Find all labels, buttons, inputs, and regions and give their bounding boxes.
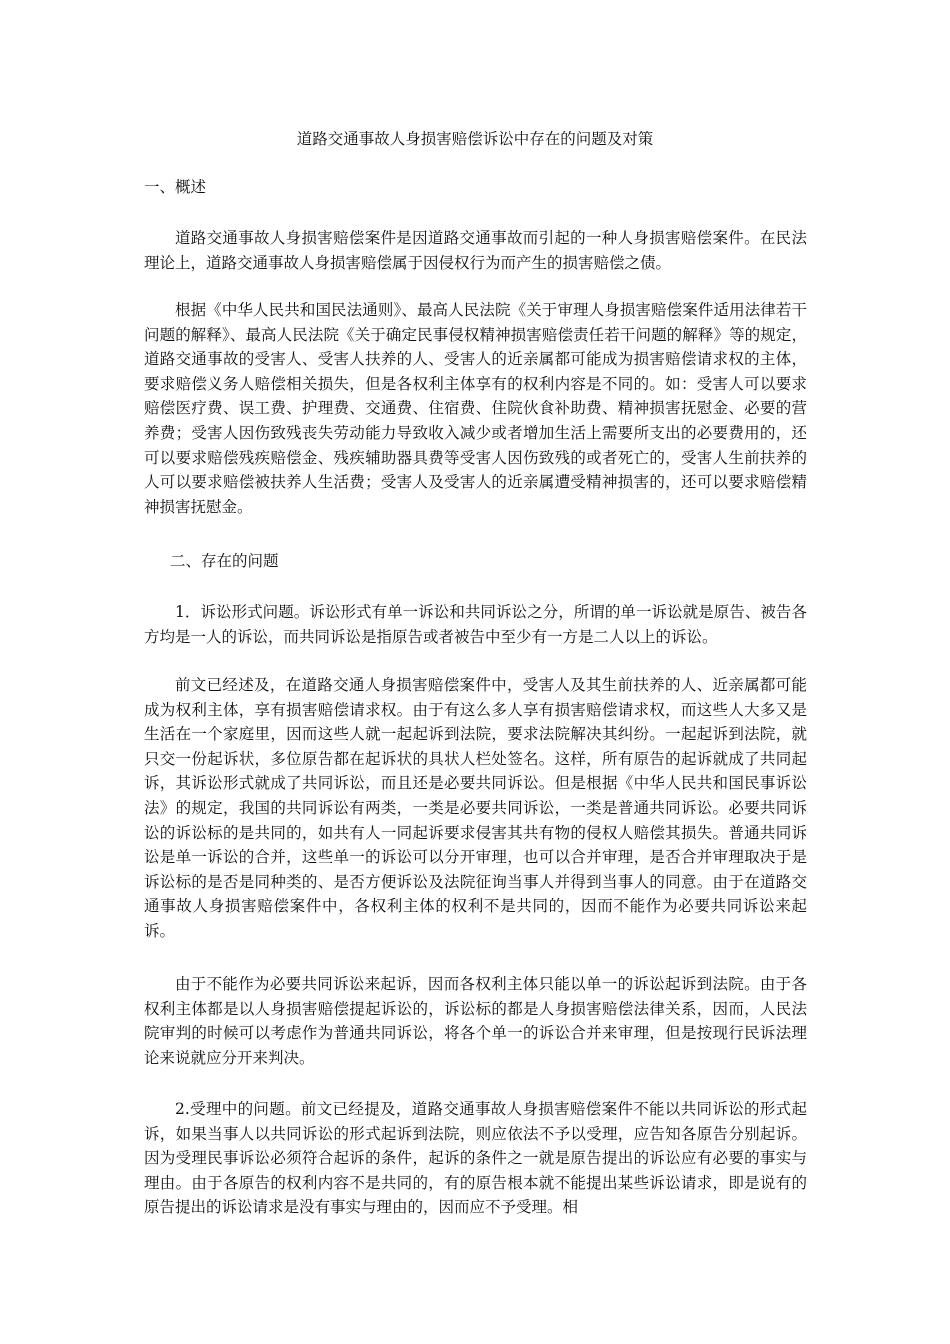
paragraph-acceptance-issue: 2.受理中的问题。前文已经提及，道路交通事故人身损害赔偿案件不能以共同诉讼的形式起诉，如果当事人以共同诉讼的形式起诉到法院，则应依法不予以受理，应告知各原告分别起诉。因为受理民事诉讼必须符合起诉的条件，起诉的条件之一就是原告提出的诉讼应有必要的事实与理由。由于各原告的权利内容不是共同的，有的原告根本就不能提出某些诉讼请求，即是说有的原告提出的诉讼请求是没有事实与理由的，因而应不予受理。相: [144, 1100, 807, 1217]
section-heading-overview: 一、概述: [144, 178, 207, 196]
paragraph-joint-litigation: 前文已经述及，在道路交通人身损害赔偿案件中，受害人及其生前扶养的人、近亲属都可能成为权利主体，享有损害赔偿请求权。由于有这么多人享有损害赔偿请求权，而这些人大多又是生活在一个家庭里，因而这些人就一起起诉到法院，要求法院解决其纠纷。一起起诉到法院，就只交一份起诉状，多位原告都在起诉状的具状人栏处签名。这样，所有原告的起诉就成了共同起诉，其诉讼形式就成了共同诉讼，而且还是必要共同诉讼。但是根据《中华人民共和国民事诉讼法》的规定，我国的共同诉讼有两类，一类是必要共同诉讼，一类是普通共同诉讼。必要共同诉讼的诉讼标的是共同的，如共有人一同起诉要求侵害其共有物的侵权人赔偿其损失。普通共同诉讼是单一诉讼的合并，这些单一的诉讼可以分开审理，也可以合并审理，是否合并审理取决于是诉讼标的是否是同种类的、是否方便诉讼及法院征询当事人并得到当事人的同意。由于在道路交通事故人身损害赔偿案件中，各权利主体的权利不是共同的，因而不能作为必要共同诉讼来起诉。: [144, 676, 807, 940]
paragraph-single-litigation: 由于不能作为必要共同诉讼来起诉，因而各权利主体只能以单一的诉讼起诉到法院。由于各权利主体都是以人身损害赔偿提起诉讼的，诉讼标的都是人身损害赔偿法律关系，因而，人民法院审判的时候可以考虑作为普通共同诉讼，将各个单一的诉讼合并来审理，但是按现行民诉法理论来说就应分开来判决。: [144, 975, 807, 1067]
document-title: 道路交通事故人身损害赔偿诉讼中存在的问题及对策: [296, 130, 654, 148]
paragraph-litigation-form: 1．诉讼形式问题。诉讼形式有单一诉讼和共同诉讼之分，所谓的单一诉讼就是原告、被告各方均是一人的诉讼，而共同诉讼是指原告或者被告中至少有一方是二人以上的诉讼。: [144, 603, 807, 646]
paragraph-definition: 道路交通事故人身损害赔偿案件是因道路交通事故而引起的一种人身损害赔偿案件。在民法理论上，道路交通事故人身损害赔偿属于因侵权行为而产生的损害赔偿之债。: [144, 229, 807, 272]
paragraph-legal-basis: 根据《中华人民共和国民法通则》、最高人民法院《关于审理人身损害赔偿案件适用法律若干问题的解释》、最高人民法院《关于确定民事侵权精神损害赔偿责任若干问题的解释》等的规定，道路交通事故的受害人、受害人扶养的人、受害人的近亲属都可能成为损害赔偿请求权的主体，要求赔偿义务人赔偿相关损失，但是各权利主体享有的权利内容是不同的。如：受害人可以要求赔偿医疗费、误工费、护理费、交通费、住宿费、住院伙食补助费、精神损害抚慰金、必要的营养费；受害人因伤致残丧失劳动能力导致收入减少或者增加生活上需要所支出的必要费用的，还可以要求赔偿残疾赔偿金、残疾辅助器具费等受害人因伤致残的或者死亡的，受害人生前扶养的人可以要求赔偿被扶养人生活费；受害人及受害人的近亲属遭受精神损害的，还可以要求赔偿精神损害抚慰金。: [144, 301, 807, 516]
section-heading-problems: 二、存在的问题: [170, 552, 279, 570]
